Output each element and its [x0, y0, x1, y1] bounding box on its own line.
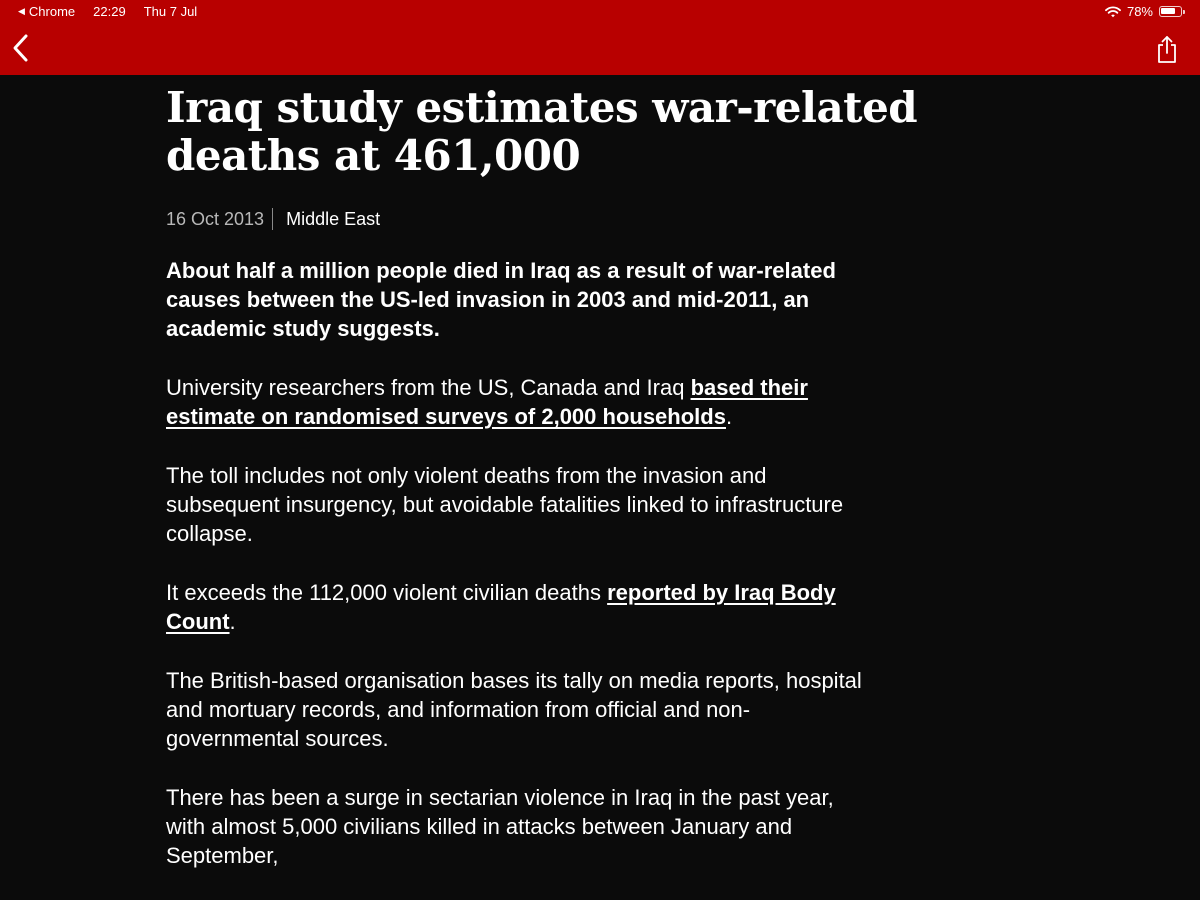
article-paragraph: [166, 373, 878, 431]
wifi-icon: [1105, 6, 1121, 18]
article-intro: About half a million people died in Iraq as a result of war-related causes between the US-led invasion in 2003 and mid-2011, an academic study suggests.: [166, 258, 836, 341]
article-date: 16 Oct 2013: [166, 209, 265, 229]
battery-icon: [1159, 6, 1182, 17]
article-paragraph: [166, 578, 878, 636]
article-paragraph: There has been a surge in sectarian violence in Iraq in the past year, with almost 5,000 civilians killed in attacks between January and September,: [166, 785, 834, 868]
battery-percent: 78%: [1126, 4, 1153, 19]
article-meta: [166, 208, 1046, 230]
back-to-app-label[interactable]: Chrome: [28, 4, 76, 19]
share-button[interactable]: [1154, 34, 1180, 66]
paragraph-text: .: [229, 609, 236, 634]
iraq-body-count-link[interactable]: reported by Iraq Body Count: [166, 580, 836, 634]
paragraph-text: University researchers from the US, Canada and Iraq: [166, 375, 691, 400]
back-button[interactable]: [10, 32, 34, 64]
article-headline: Iraq study estimates war-related deaths at 461,000: [166, 83, 918, 180]
battery-level: [1161, 8, 1175, 14]
article-paragraph: The toll includes not only violent deaths from the invasion and subsequent insurgency, but avoidable fatalities linked to infrastructure collapse.: [166, 463, 844, 546]
status-time: 22:29: [93, 4, 126, 19]
chevron-left-icon: [10, 32, 34, 64]
back-to-app-icon[interactable]: ◀: [18, 6, 25, 16]
status-right: [1105, 4, 1182, 19]
households-survey-link[interactable]: based their estimate on randomised surveys of 2,000 households: [166, 375, 808, 429]
paragraph-text: It exceeds the 112,000 violent civilian deaths: [166, 580, 608, 605]
article: [166, 84, 1046, 900]
meta-divider: [272, 208, 273, 230]
article-body: [166, 256, 878, 870]
article-paragraph: The British-based organisation bases its tally on media reports, hospital and mortuary records, and information from official and non-governmental sources.: [166, 668, 862, 751]
paragraph-text: .: [725, 404, 733, 429]
share-icon: [1154, 34, 1180, 66]
status-left: [18, 4, 197, 19]
status-bar: [0, 0, 1200, 24]
status-date: Thu 7 Jul: [143, 4, 198, 19]
article-section-link[interactable]: Middle East: [286, 209, 381, 229]
